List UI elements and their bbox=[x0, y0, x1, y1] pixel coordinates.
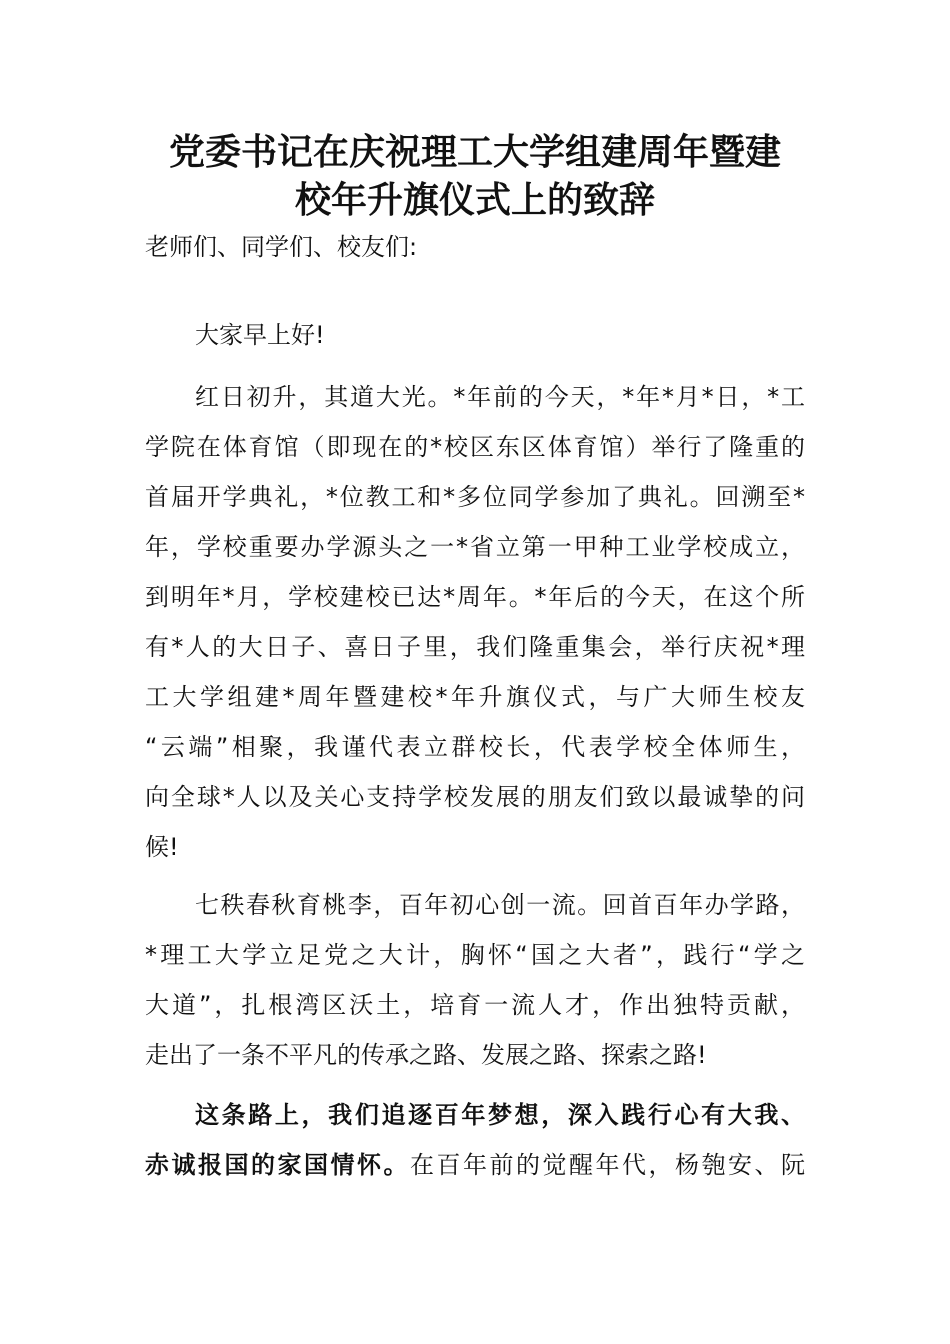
paragraph-1-line-4: 年，学校重要办学源头之一*省立第一甲种工业学校成立， bbox=[145, 533, 805, 561]
paragraph-1-line-8: “云端”相聚，我谨代表立群校长，代表学校全体师生， bbox=[145, 733, 805, 761]
greeting: 大家早上好! bbox=[195, 321, 325, 349]
paragraph-3-line-2-rest: 在百年前的觉醒年代，杨匏安、阮 bbox=[410, 1151, 805, 1179]
document-title-line-2: 校年升旗仪式上的致辞 bbox=[294, 179, 655, 221]
paragraph-1-line-5: 到明年*月，学校建校已达*周年。*年后的今天，在这个所 bbox=[145, 583, 805, 611]
paragraph-1-line-9: 向全球*人以及关心支持学校发展的朋友们致以最诚挚的问 bbox=[145, 783, 805, 811]
paragraph-1-line-7: 工大学组建*周年暨建校*年升旗仪式，与广大师生校友 bbox=[145, 683, 805, 711]
paragraph-1-line-3: 首届开学典礼，*位教工和*多位同学参加了典礼。回溯至* bbox=[145, 483, 805, 511]
paragraph-2-line-3: 大道”，扎根湾区沃土，培育一流人才，作出独特贡献， bbox=[145, 991, 805, 1019]
paragraph-3-line-2 bbox=[145, 1150, 805, 1180]
paragraph-2-line-4: 走出了一条不平凡的传承之路、发展之路、探索之路! bbox=[145, 1041, 707, 1069]
paragraph-1-line-2: 学院在体育馆（即现在的*校区东区体育馆）举行了隆重的 bbox=[145, 433, 805, 461]
paragraph-2-line-2: *理工大学立足党之大计，胸怀“国之大者”，践行“学之 bbox=[145, 941, 805, 969]
paragraph-1-line-10: 候! bbox=[145, 833, 179, 861]
paragraph-3-bold-phrase: 赤诚报国的家国情怀。 bbox=[145, 1151, 410, 1179]
paragraph-3-line-1: 这条路上，我们追逐百年梦想，深入践行心有大我、 bbox=[195, 1101, 805, 1129]
salutation: 老师们、同学们、校友们: bbox=[145, 233, 418, 261]
paragraph-1-line-6: 有*人的大日子、喜日子里，我们隆重集会，举行庆祝*理 bbox=[145, 633, 805, 661]
paragraph-1-line-1: 红日初升，其道大光。*年前的今天，*年*月*日，*工 bbox=[195, 383, 805, 411]
paragraph-2-line-1: 七秩春秋育桃李，百年初心创一流。回首百年办学路， bbox=[195, 891, 805, 919]
document-title-line-1: 党委书记在庆祝理工大学组建周年暨建 bbox=[168, 131, 781, 173]
